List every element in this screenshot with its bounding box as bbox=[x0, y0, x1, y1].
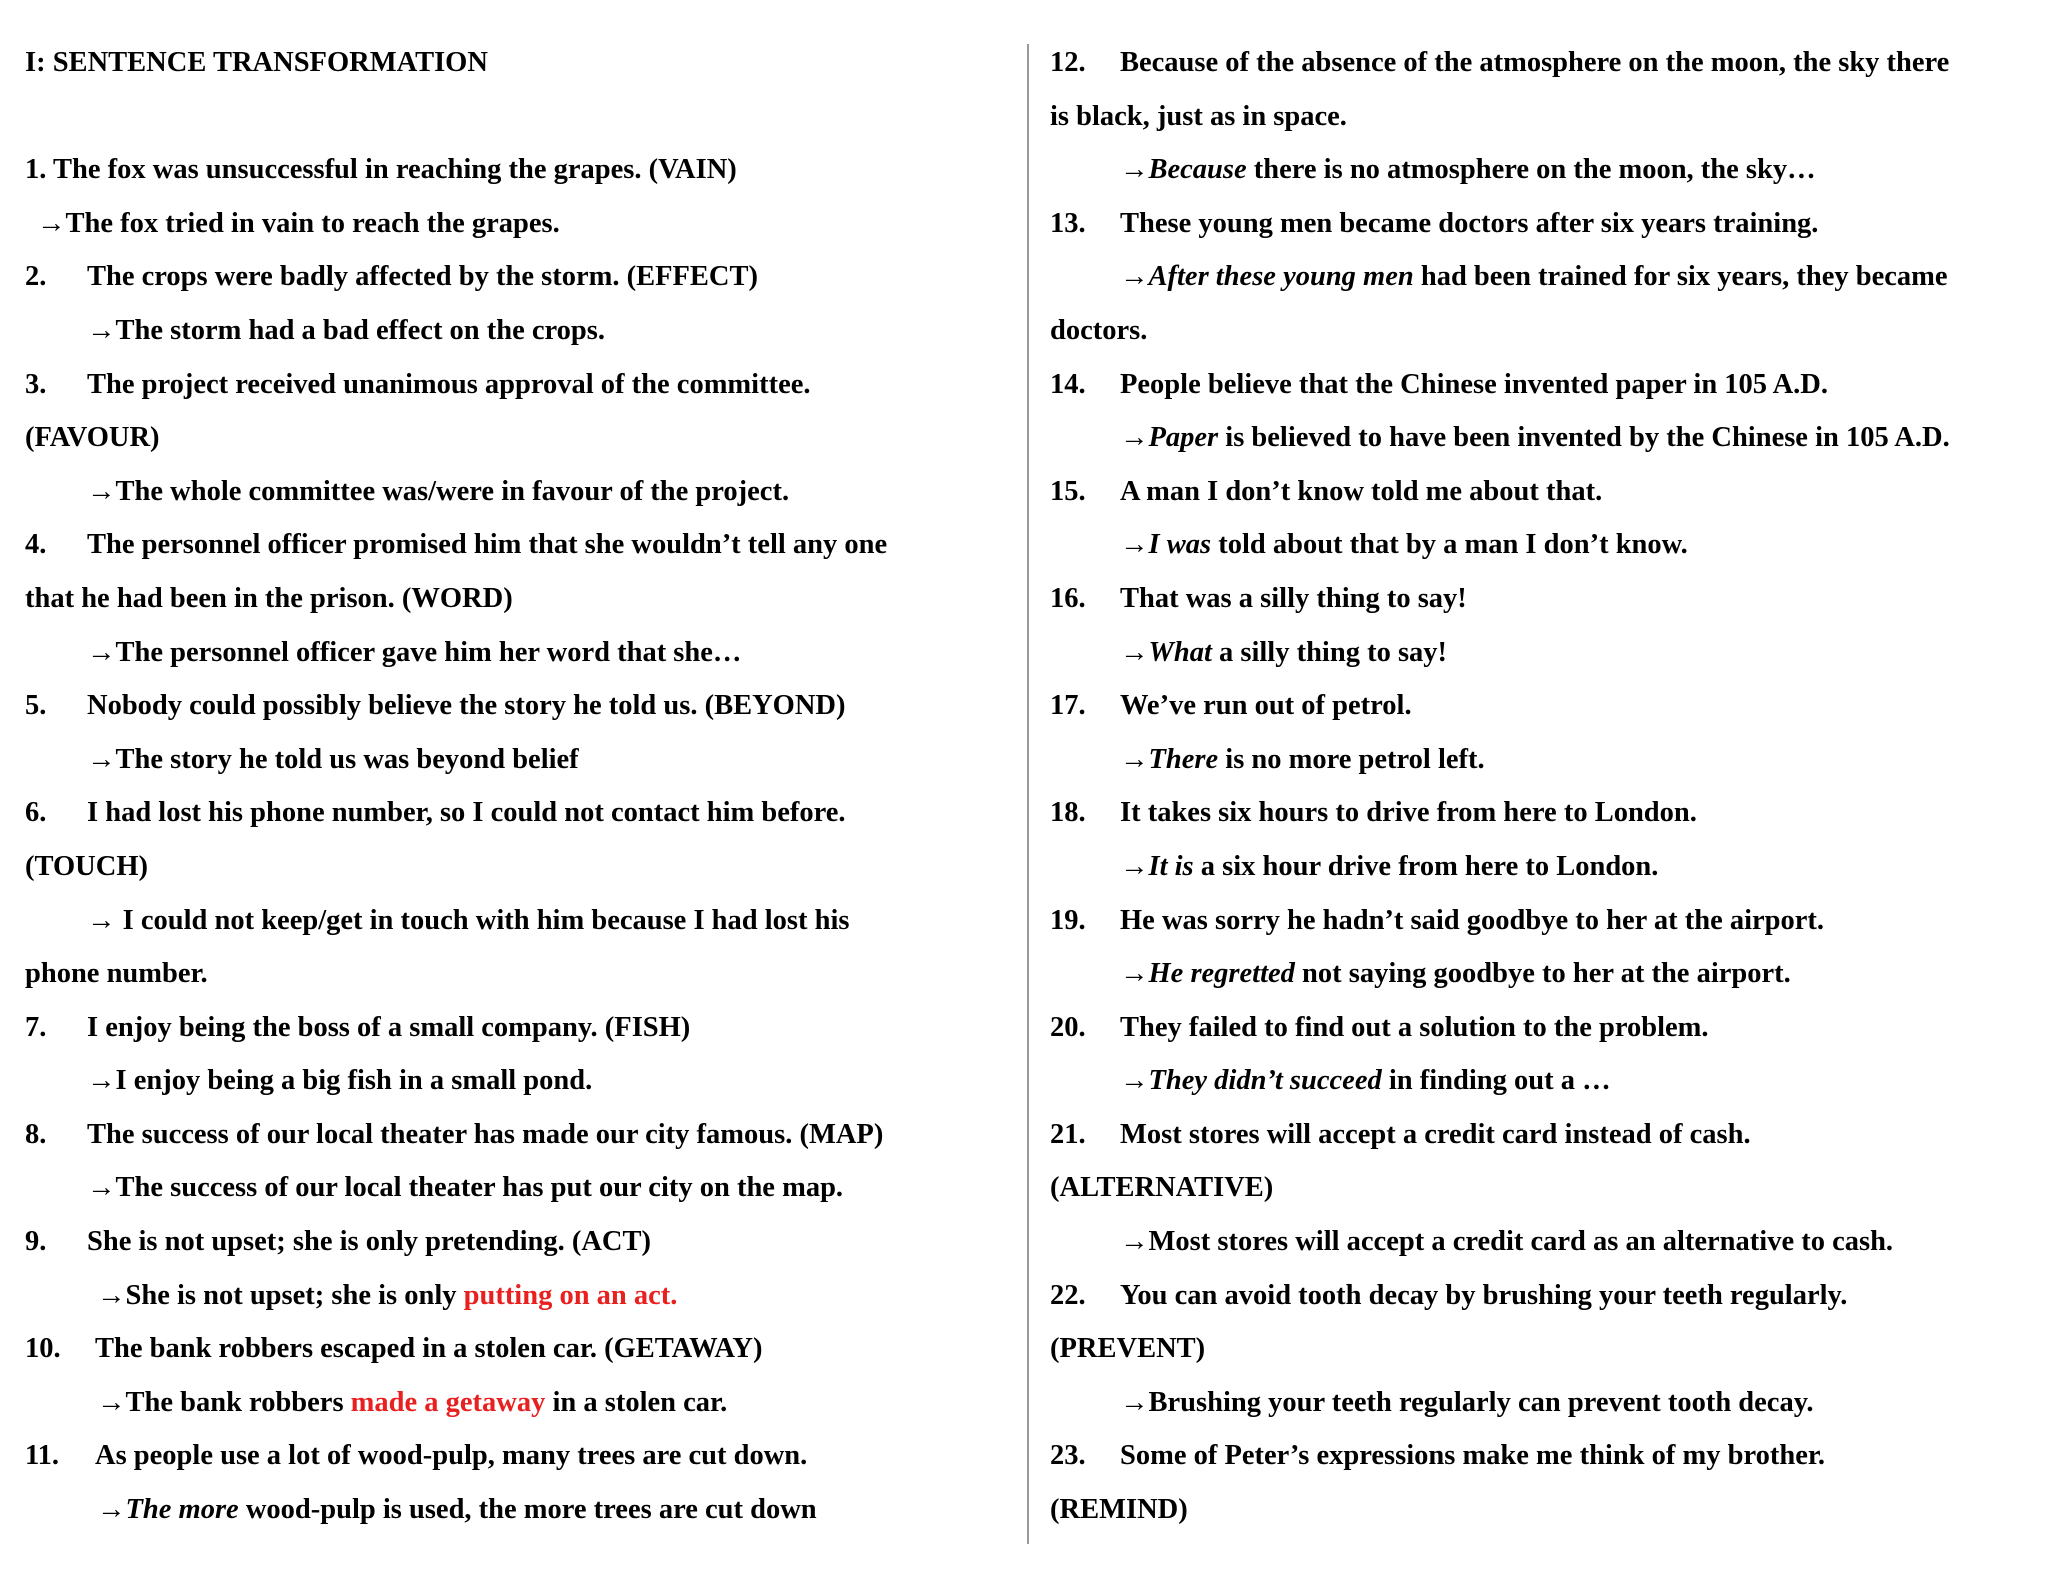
answer-11: →The more wood-pulp is used, the more trees are cut down bbox=[97, 1494, 817, 1526]
question-21-cont: (ALTERNATIVE) bbox=[1050, 1172, 1274, 1204]
question-10: 10. The bank robbers escaped in a stolen car. (GETAWAY) bbox=[25, 1333, 763, 1365]
answer-12: →Because there is no atmosphere on the moon, the sky… bbox=[1120, 154, 1816, 186]
question-19: 19. He was sorry he hadn’t said goodbye to her at the airport. bbox=[1050, 904, 1825, 936]
question-13: 13. These young men became doctors after six years training. bbox=[1050, 207, 1819, 239]
arrow-icon: → bbox=[1120, 1065, 1149, 1097]
arrow-icon: → bbox=[97, 1386, 126, 1418]
question-17: 17. We’ve run out of petrol. bbox=[1050, 690, 1412, 722]
answer-5: →The story he told us was beyond belief bbox=[87, 743, 579, 775]
answer-20: →They didn’t succeed in finding out a … bbox=[1120, 1065, 1611, 1097]
question-3-cont: (FAVOUR) bbox=[25, 422, 160, 454]
right-column bbox=[1050, 36, 2040, 1537]
arrow-icon: → bbox=[87, 1172, 116, 1204]
arrow-icon: → bbox=[37, 207, 66, 239]
question-7: 7. I enjoy being the boss of a small company. (FISH) bbox=[25, 1011, 691, 1043]
answer-14: →Paper is believed to have been invented by the Chinese in 105 A.D. bbox=[1120, 422, 1950, 454]
question-9: 9. She is not upset; she is only pretending. (ACT) bbox=[25, 1226, 652, 1258]
question-14: 14. People believe that the Chinese invented paper in 105 A.D. bbox=[1050, 368, 1829, 400]
arrow-icon: → bbox=[97, 1279, 126, 1311]
arrow-icon: → bbox=[87, 743, 116, 775]
question-12-cont: is black, just as in space. bbox=[1050, 100, 1347, 132]
question-23: 23. Some of Peter’s expressions make me think of my brother. bbox=[1050, 1440, 1826, 1472]
arrow-icon: → bbox=[97, 1494, 126, 1526]
question-4: 4. The personnel officer promised him that she wouldn’t tell any one bbox=[25, 529, 888, 561]
highlighted-answer: made a getaway bbox=[350, 1386, 546, 1418]
arrow-icon: → bbox=[87, 904, 116, 936]
left-column bbox=[25, 36, 1015, 1537]
answer-16: →What a silly thing to say! bbox=[1120, 636, 1448, 668]
question-18: 18. It takes six hours to drive from here to London. bbox=[1050, 797, 1697, 829]
question-3: 3. The project received unanimous approval of the committee. bbox=[25, 368, 811, 400]
question-6: 6. I had lost his phone number, so I could not contact him before. bbox=[25, 797, 846, 829]
question-11: 11. As people use a lot of wood-pulp, many trees are cut down. bbox=[25, 1440, 808, 1472]
question-22: 22. You can avoid tooth decay by brushing your teeth regularly. bbox=[1050, 1279, 1848, 1311]
arrow-icon: → bbox=[1120, 261, 1149, 293]
question-22-cont: (PREVENT) bbox=[1050, 1333, 1206, 1365]
arrow-icon: → bbox=[1120, 422, 1149, 454]
arrow-icon: → bbox=[87, 1065, 116, 1097]
arrow-icon: → bbox=[87, 475, 116, 507]
question-5: 5. Nobody could possibly believe the story he told us. (BEYOND) bbox=[25, 690, 846, 722]
column-divider bbox=[1027, 44, 1029, 1544]
answer-18: →It is a six hour drive from here to London. bbox=[1120, 850, 1659, 882]
question-15: 15. A man I don’t know told me about that. bbox=[1050, 475, 1603, 507]
arrow-icon: → bbox=[1120, 743, 1149, 775]
arrow-icon: → bbox=[1120, 1226, 1149, 1258]
question-8: 8. The success of our local theater has made our city famous. (MAP) bbox=[25, 1118, 884, 1150]
answer-3: →The whole committee was/were in favour of the project. bbox=[87, 475, 790, 507]
arrow-icon: → bbox=[1120, 1386, 1149, 1418]
arrow-icon: → bbox=[87, 314, 116, 346]
arrow-icon: → bbox=[1120, 958, 1149, 990]
question-4-cont: that he had been in the prison. (WORD) bbox=[25, 582, 513, 614]
question-1: 1. The fox was unsuccessful in reaching the grapes. (VAIN) bbox=[25, 154, 737, 186]
arrow-icon: → bbox=[1120, 636, 1149, 668]
highlighted-answer: putting on an act. bbox=[463, 1279, 678, 1311]
answer-13-cont: doctors. bbox=[1050, 314, 1148, 346]
question-23-cont: (REMIND) bbox=[1050, 1494, 1188, 1526]
answer-10: →The bank robbers made a getaway in a stolen car. bbox=[97, 1386, 728, 1418]
question-2: 2. The crops were badly affected by the storm. (EFFECT) bbox=[25, 261, 758, 293]
answer-9: →She is not upset; she is only putting on an act. bbox=[97, 1279, 678, 1311]
question-6-cont: (TOUCH) bbox=[25, 850, 148, 882]
answer-6: → I could not keep/get in touch with him because I had lost his bbox=[87, 904, 850, 936]
question-20: 20. They failed to find out a solution to the problem. bbox=[1050, 1011, 1709, 1043]
answer-1: →The fox tried in vain to reach the grapes. bbox=[37, 207, 560, 239]
answer-22: →Brushing your teeth regularly can prevent tooth decay. bbox=[1120, 1386, 1814, 1418]
question-12: 12. Because of the absence of the atmosphere on the moon, the sky there bbox=[1050, 47, 1950, 78]
answer-21: →Most stores will accept a credit card as an alternative to cash. bbox=[1120, 1226, 1894, 1258]
answer-13: →After these young men had been trained for six years, they became bbox=[1120, 261, 1948, 293]
answer-8: →The success of our local theater has put our city on the map. bbox=[87, 1172, 844, 1204]
answer-6-cont: phone number. bbox=[25, 958, 208, 990]
blank-line bbox=[25, 90, 1015, 144]
question-16: 16. That was a silly thing to say! bbox=[1050, 582, 1467, 614]
answer-4: →The personnel officer gave him her word that she… bbox=[87, 636, 742, 668]
arrow-icon: → bbox=[1120, 529, 1149, 561]
answer-17: →There is no more petrol left. bbox=[1120, 743, 1485, 775]
section-title: I: SENTENCE TRANSFORMATION bbox=[25, 47, 488, 78]
answer-19: →He regretted not saying goodbye to her at the airport. bbox=[1120, 958, 1791, 990]
arrow-icon: → bbox=[1120, 850, 1149, 882]
arrow-icon: → bbox=[87, 636, 116, 668]
answer-15: →I was told about that by a man I don’t know. bbox=[1120, 529, 1688, 561]
question-21: 21. Most stores will accept a credit card instead of cash. bbox=[1050, 1118, 1751, 1150]
answer-2: →The storm had a bad effect on the crops. bbox=[87, 314, 605, 346]
arrow-icon: → bbox=[1120, 154, 1149, 186]
answer-7: →I enjoy being a big fish in a small pond. bbox=[87, 1065, 593, 1097]
